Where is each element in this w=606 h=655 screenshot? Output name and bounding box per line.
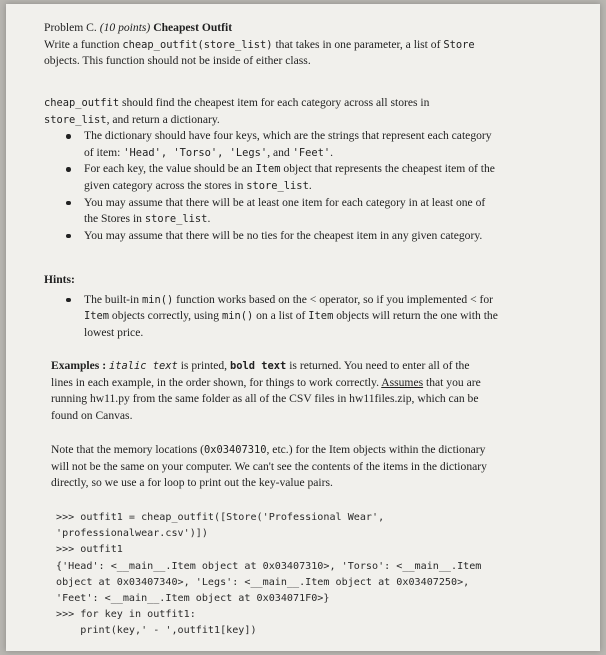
code-line: >>> for key in outfit1:: [56, 609, 196, 621]
code-line: print(key,' - ',outfit1[key]): [56, 625, 257, 637]
hints-heading: Hints:: [44, 273, 75, 286]
memory-note: Note that the memory locations (0x03407310, etc.) for the Item objects within the dictionary will not be the same on your computer. We can't see the contents of the items in the dictionary directly, so we use a for loop to print out the key-value pairs.: [51, 443, 487, 490]
hints-list: [44, 292, 549, 342]
code-line: 'Feet': <__main__.Item object at 0x034071F0>}: [56, 593, 330, 605]
hints-section: [44, 272, 549, 341]
function-description: [44, 95, 549, 244]
document-page: [6, 4, 600, 651]
code-line: {'Head': <__main__.Item object at 0x03407310>, 'Torso': <__main__.Item: [56, 560, 482, 572]
code-line: >>> outfit1 = cheap_outfit([Store('Professional Wear',: [56, 512, 385, 523]
problem-intro-line-2: objects. This function should not be inside of either class.: [44, 54, 311, 68]
desc-line-2: store_list, and return a dictionary.: [44, 112, 220, 126]
bullet-item: You may assume that there will be no ties for the cheapest item in any given category.: [44, 228, 549, 245]
desc-line-1: cheap_outfit should find the cheapest item for each category across all stores in: [44, 96, 430, 109]
examples-section: Examples : italic text is printed, bold text is returned. You need to enter all of the lines in each example, in the order shown, for things to work correctly. Assumes that you are running hw11.py from the same folder as all of the CSV files in hw11files.zip, which can be found on Canvas.: [51, 359, 481, 422]
requirements-list: [44, 128, 549, 244]
problem-header: [44, 20, 549, 70]
code-line: object at 0x03407340>, 'Legs': <__main__.Item object at 0x03407250>,: [56, 576, 470, 588]
bullet-item: The dictionary should have four keys, which are the strings that represent each category of item: 'Head', 'Torso', 'Legs', and 'Feet'.: [44, 128, 549, 161]
code-example: [56, 510, 556, 640]
hint-item: The built-in min() function works based on the < operator, so if you implemented < for Item objects correctly, using min() on a list of Item objects will return the one with the lowest price.: [44, 292, 549, 342]
bullet-item: For each key, the value should be an Item object that represents the cheapest item of the given category across the stores in store_list.: [44, 161, 549, 194]
code-line: >>> outfit1: [56, 544, 123, 556]
problem-title: Problem C. (10 points) Cheapest Outfit: [44, 21, 233, 34]
bullet-item: You may assume that there will be at least one item for each category in at least one of the Stores in store_list.: [44, 195, 549, 228]
problem-intro-line-1: Write a function cheap_outfit(store_list) that takes in one parameter, a list of Store: [44, 37, 475, 51]
code-line: 'professionalwear.csv')]): [56, 528, 208, 540]
